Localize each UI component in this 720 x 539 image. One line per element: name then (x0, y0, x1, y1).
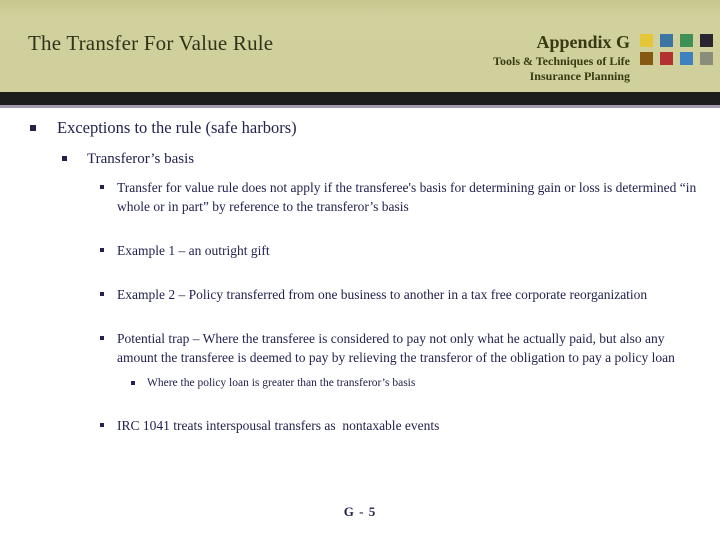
logo-square (680, 52, 693, 65)
logo-square (640, 34, 653, 47)
bullet-item (0, 117, 720, 139)
bullet-text: IRC 1041 treats interspousal transfers as nontaxable events (117, 418, 440, 433)
bullet-item (0, 416, 720, 435)
bullet-text: Transfer for value rule does not apply if the transferee's basis for determining gain or loss is determined “in whole or in part” by reference to the transferor’s basis (117, 180, 700, 214)
bullet-marker (100, 292, 104, 296)
bullet-text: Where the policy loan is greater than the transferor’s basis (147, 377, 416, 389)
logo-square (660, 34, 673, 47)
logo-grid-row (640, 52, 713, 65)
logo-grid-row (640, 34, 713, 47)
bullet-marker (131, 381, 135, 385)
logo-square (680, 34, 693, 47)
bullet-text: Example 2 – Policy transferred from one business to another in a tax free corporate reorganization (117, 287, 648, 302)
slide-title: The Transfer For Value Rule (28, 31, 274, 55)
bullet-item (0, 285, 720, 304)
bullet-marker (100, 336, 104, 340)
appendix-subtitle-1: Tools & Techniques of Life (493, 54, 630, 68)
bullet-marker (100, 248, 104, 252)
bullet-marker (100, 423, 104, 427)
bullet-text: Potential trap – Where the transferee is considered to pay not only what he actually paid, but also any amount the transferee is deemed to pay by relieving the transferor of the obligation to pay a policy loan (117, 331, 675, 365)
logo-square (700, 34, 713, 47)
bullet-item (0, 241, 720, 260)
appendix-subtitle-2: Insurance Planning (529, 69, 630, 83)
logo-square (640, 52, 653, 65)
appendix-title: Appendix G (536, 32, 630, 52)
logo-square (660, 52, 673, 65)
bullet-marker (62, 156, 67, 161)
bullet-text: Exceptions to the rule (safe harbors) (57, 118, 297, 137)
bullet-marker (100, 185, 104, 189)
header-band (0, 0, 720, 92)
bullet-marker (30, 125, 36, 131)
appendix-block (493, 33, 630, 82)
bullet-item (0, 375, 720, 391)
bullet-list (0, 108, 720, 443)
bullet-text: Transferor’s basis (87, 151, 195, 167)
bullet-item (0, 329, 720, 367)
divider-bar (0, 92, 720, 108)
bullet-text: Example 1 – an outright gift (117, 243, 270, 258)
bullet-item (0, 149, 720, 169)
logo-grid (640, 34, 713, 70)
logo-square (700, 52, 713, 65)
bullet-item (0, 178, 720, 216)
footer-page-number: G - 5 (343, 504, 377, 519)
